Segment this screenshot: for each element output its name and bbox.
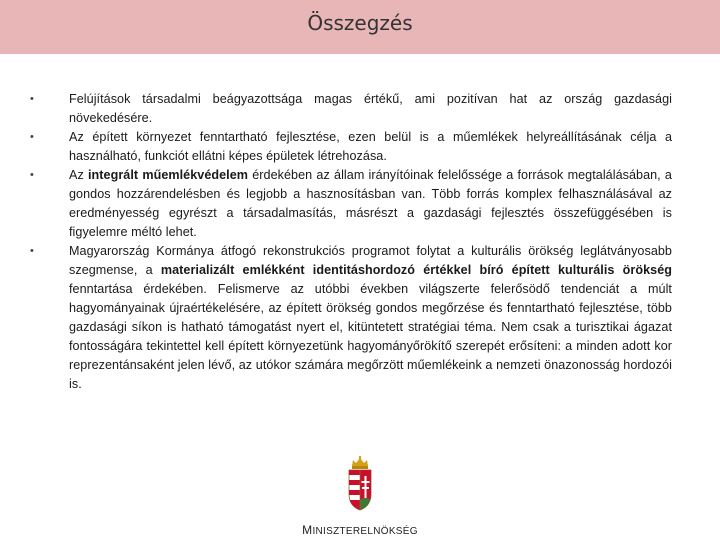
ministry-name — [0, 523, 720, 537]
bullet-text: Magyarország Kormánya átfogó rekonstrukciós programot folytat a kulturális örökség leglátványosabb szegmense, a — [69, 244, 672, 277]
bullet-text: Az épített környezet fenntartható fejlesztése, ezen belül is a műemlékek helyreállításának célja a használható, funkciót ellátni képes épületek létrehozása. — [69, 130, 672, 163]
ministry-rest: INISZTERELNÖKSÉG — [312, 526, 418, 537]
highlight-text: integrált műemlékvédelem — [88, 168, 249, 182]
bullet-text: érdekében az állam irányítóinak felelőssége a források megtalálásában, a gondos hozzárendelésben és legjobb a hasznosításban van. Több forrás komplex felhasználásával az eredményesség egyrészt a társadalmasítás, másrészt a gazdasági fejlesztés összefüggésében is figyelemre méltó lehet. — [69, 168, 672, 239]
page-title: Összegzés — [307, 11, 413, 35]
bullet-text: fenntartása érdekében. Felismerve az utóbbi években világszerte felerősödő tendenciát a múlt hagyományainak újraértékelésére, az épített örökség gondos megőrzése és fenntartható fejlesztése, több gazdasági síkon is hatható támogatást nyert el, kitüntetett stratégiai téma. Nem csak a turisztikai ágazat fontosságára tekintettel kell épített környezetünk hagyományőrökítő szerepét erősíteni: a minden adott kor reprezentánsaként jelen lévő, az utókor számára megőrzött műemlékeink a nemzeti önazonosság hordozói is. — [69, 282, 672, 391]
highlight-text: materializált emlékként identitáshordozó értékkel bíró épített kulturális örökség — [160, 263, 673, 277]
title-bar — [0, 0, 720, 54]
bullet-text: Felújítások társadalmi beágyazottsága magas értékű, ami pozitívan hat az ország gazdasági növekedésére. — [69, 92, 672, 125]
bullet-text: Az — [69, 168, 88, 182]
ministry-initial: M — [302, 523, 313, 537]
bullet-item — [30, 166, 672, 242]
bullet-list — [30, 90, 672, 394]
bullet-item — [30, 90, 672, 128]
hungarian-coat-of-arms-icon — [346, 456, 374, 517]
footer — [0, 456, 720, 537]
bullet-item — [30, 242, 672, 394]
bullet-item — [30, 128, 672, 166]
summary-content — [30, 90, 672, 394]
